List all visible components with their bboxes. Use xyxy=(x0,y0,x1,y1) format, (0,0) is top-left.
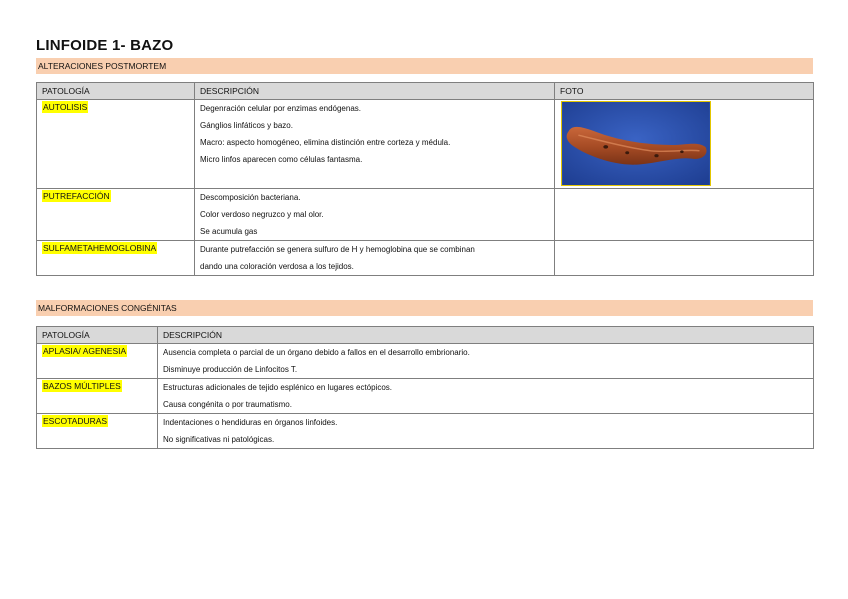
malformations-table xyxy=(36,326,814,449)
description-line: Color verdoso negruzco y mal olor. xyxy=(200,210,324,219)
description-line: Durante putrefacción se genera sulfuro de H y hemoglobina que se combinan xyxy=(200,245,475,254)
table-row xyxy=(37,379,814,414)
page-title: LINFOIDE 1- BAZO xyxy=(36,37,174,54)
table-row xyxy=(37,241,814,276)
section-bar-postmortem: ALTERACIONES POSTMORTEM xyxy=(36,58,813,74)
description-cell xyxy=(158,344,814,379)
description-cell xyxy=(158,379,814,414)
description-line: Macro: aspecto homogéneo, elimina distinción entre corteza y médula. xyxy=(200,138,451,147)
description-line: dando una coloración verdosa a los tejidos. xyxy=(200,262,354,271)
description-line: Degenración celular por enzimas endógenas. xyxy=(200,104,361,113)
description-line: No significativas ni patológicas. xyxy=(163,435,275,444)
description-line: Causa congénita o por traumatismo. xyxy=(163,400,292,409)
photo-cell xyxy=(555,189,814,241)
description-line: Estructuras adicionales de tejido esplénico en lugares ectópicos. xyxy=(163,383,393,392)
photo-cell xyxy=(555,241,814,276)
pathology-cell xyxy=(37,414,158,449)
table-row xyxy=(37,100,814,189)
pathology-cell xyxy=(37,344,158,379)
header-description: DESCRIPCIÓN xyxy=(158,327,814,344)
pathology-label: ESCOTADURAS xyxy=(43,416,108,426)
description-cell xyxy=(195,100,555,189)
description-line: Se acumula gas xyxy=(200,227,258,236)
table-header-row xyxy=(37,327,814,344)
header-photo: FOTO xyxy=(555,83,814,100)
spleen-photo xyxy=(561,101,711,186)
pathology-label: PUTREFACCIÓN xyxy=(43,191,110,201)
pathology-cell xyxy=(37,189,195,241)
header-pathology: PATOLOGÍA xyxy=(37,327,158,344)
pathology-label: AUTOLISIS xyxy=(43,102,88,112)
pathology-label: SULFAMETAHEMOGLOBINA xyxy=(43,243,157,253)
pathology-cell xyxy=(37,100,195,189)
table-row xyxy=(37,344,814,379)
description-line: Ausencia completa o parcial de un órgano debido a fallos en el desarrollo embrionario. xyxy=(163,348,470,357)
photo-cell xyxy=(555,100,814,189)
description-cell xyxy=(158,414,814,449)
description-line: Descomposición bacteriana. xyxy=(200,193,301,202)
table-row xyxy=(37,414,814,449)
postmortem-table xyxy=(36,82,814,276)
pathology-label: APLASIA/ AGENESIA xyxy=(43,346,127,356)
description-cell xyxy=(195,241,555,276)
description-cell xyxy=(195,189,555,241)
description-line: Disminuye producción de Linfocitos T. xyxy=(163,365,298,374)
description-line: Gánglios linfáticos y bazo. xyxy=(200,121,293,130)
pathology-cell xyxy=(37,241,195,276)
table-row xyxy=(37,189,814,241)
section-bar-malformations: MALFORMACIONES CONGÉNITAS xyxy=(36,300,813,316)
header-description: DESCRIPCIÓN xyxy=(195,83,555,100)
description-line: Indentaciones o hendiduras en órganos linfoides. xyxy=(163,418,338,427)
header-pathology: PATOLOGÍA xyxy=(37,83,195,100)
pathology-cell xyxy=(37,379,158,414)
table-header-row xyxy=(37,83,814,100)
description-line: Micro linfos aparecen como células fantasma. xyxy=(200,155,363,164)
pathology-label: BAZOS MÚLTIPLES xyxy=(43,381,121,391)
